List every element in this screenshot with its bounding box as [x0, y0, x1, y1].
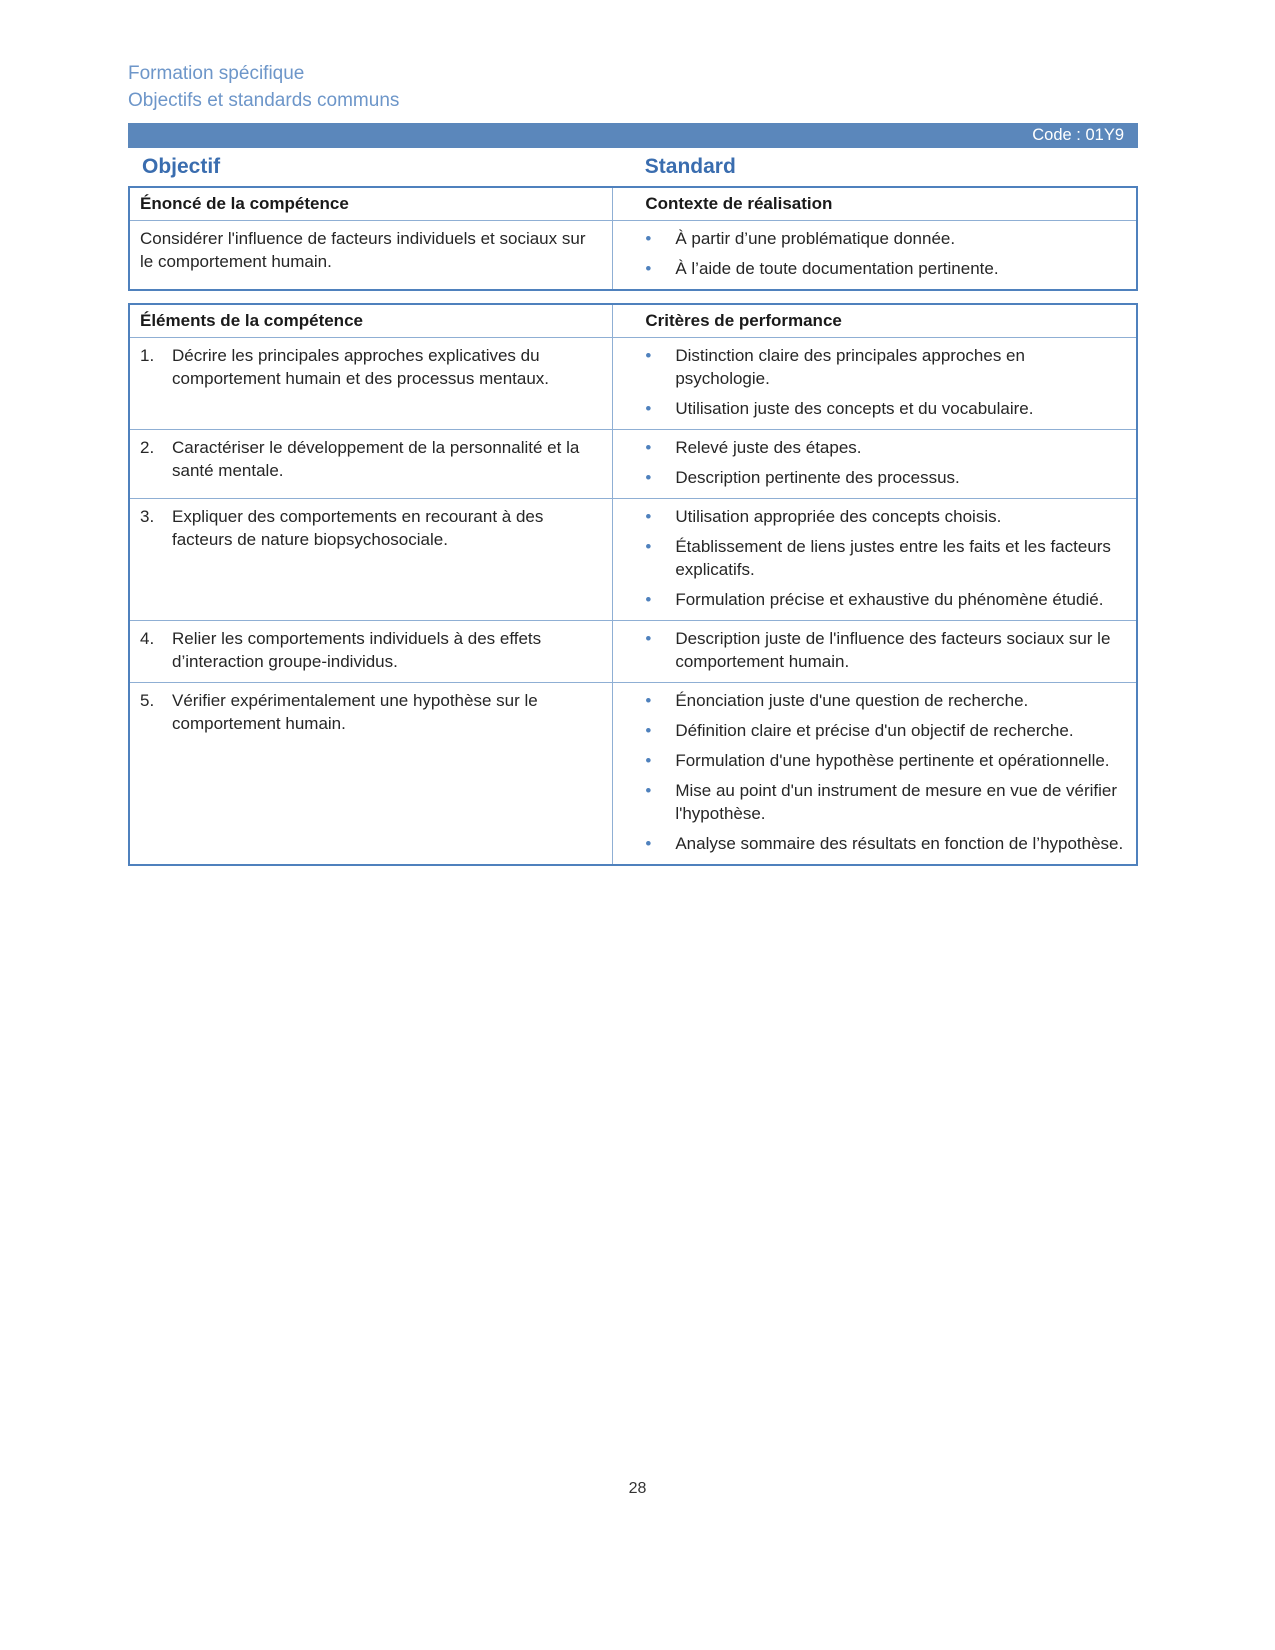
table-row [129, 683, 1137, 866]
element-text: Caractériser le développement de la personnalité et la santé mentale. [172, 438, 580, 480]
criteria-text: Utilisation appropriée des concepts choisis. [675, 507, 1002, 526]
criteria-list [645, 505, 1124, 611]
element-cell [129, 338, 613, 430]
table-row [129, 430, 1137, 499]
bullet-icon: • [645, 399, 652, 418]
doc-header [128, 60, 1138, 114]
column-title-standard: Standard [644, 155, 736, 178]
element-cell [129, 683, 613, 866]
criteria-cell [613, 338, 1137, 430]
competence-table [128, 186, 1138, 291]
bullet-icon: • [645, 259, 652, 278]
bullet-icon: • [645, 438, 652, 457]
bullet-icon: • [645, 507, 652, 526]
criteria-list [645, 627, 1124, 673]
table-row [129, 621, 1137, 683]
list-item [645, 832, 1124, 855]
criteria-text: Énonciation juste d'une question de recherche. [675, 691, 1029, 710]
criteria-text: Formulation précise et exhaustive du phénomène étudié. [675, 590, 1104, 609]
list-item [645, 719, 1124, 742]
criteria-text: Formulation d'une hypothèse pertinente et opérationnelle. [675, 751, 1110, 770]
element-number: 5. [140, 691, 155, 710]
elements-table [128, 303, 1138, 866]
criteria-text: Relevé juste des étapes. [675, 438, 862, 457]
doc-header-line2: Objectifs et standards communs [128, 90, 400, 111]
bullet-icon: • [645, 537, 652, 556]
page-content [128, 0, 1138, 866]
context-list [645, 227, 1124, 280]
column-title-objectif: Objectif [142, 155, 221, 178]
bullet-icon: • [645, 468, 652, 487]
list-item [645, 257, 1124, 280]
bullet-icon: • [645, 751, 652, 770]
bullet-icon: • [645, 629, 652, 648]
criteria-text: Distinction claire des principales approches en psychologie. [675, 346, 1025, 388]
element-number: 3. [140, 507, 155, 526]
doc-header-line1: Formation spécifique [128, 63, 305, 84]
column-titles [128, 148, 1138, 186]
criteria-text: Définition claire et précise d'un objectif de recherche. [675, 721, 1074, 740]
criteria-cell [613, 621, 1137, 683]
criteria-cell [613, 430, 1137, 499]
elements-header-left: Éléments de la compétence [129, 304, 613, 338]
list-item [645, 344, 1124, 390]
element-item [140, 436, 600, 482]
bullet-icon: • [645, 781, 652, 800]
criteria-text: Mise au point d'un instrument de mesure en vue de vérifier l'hypothèse. [675, 781, 1118, 823]
code-bar [128, 123, 1138, 148]
criteria-text: Description juste de l'influence des facteurs sociaux sur le comportement humain. [675, 629, 1111, 671]
bullet-icon: • [645, 834, 652, 853]
table-row [129, 338, 1137, 430]
criteria-text: Utilisation juste des concepts et du vocabulaire. [675, 399, 1034, 418]
element-cell [129, 621, 613, 683]
competence-statement: Considérer l'influence de facteurs individuels et sociaux sur le comportement humain. [129, 221, 613, 291]
element-number: 2. [140, 438, 155, 457]
bullet-icon: • [645, 721, 652, 740]
element-number: 4. [140, 629, 155, 648]
criteria-cell [613, 683, 1137, 866]
element-text: Expliquer des comportements en recourant à des facteurs de nature biopsychosociale. [172, 507, 544, 549]
list-item [645, 689, 1124, 712]
bullet-icon: • [645, 229, 652, 248]
page-number: 28 [628, 1480, 647, 1497]
element-number: 1. [140, 346, 155, 365]
list-item [645, 227, 1124, 250]
competence-header-left: Énoncé de la compétence [129, 187, 613, 221]
criteria-text: Analyse sommaire des résultats en fonction de l’hypothèse. [675, 834, 1124, 853]
element-item [140, 344, 600, 390]
criteria-list [645, 689, 1124, 855]
bullet-icon: • [645, 346, 652, 365]
context-text: À l’aide de toute documentation pertinente. [675, 259, 999, 278]
list-item [645, 505, 1124, 528]
list-item [645, 466, 1124, 489]
criteria-text: Description pertinente des processus. [675, 468, 960, 487]
context-text: À partir d’une problématique donnée. [675, 229, 956, 248]
element-text: Décrire les principales approches explicatives du comportement humain et des processus mentaux. [172, 346, 550, 388]
list-item [645, 627, 1124, 673]
elements-header-row [129, 304, 1137, 338]
list-item [645, 749, 1124, 772]
elements-header-right: Critères de performance [645, 311, 842, 330]
list-item [645, 588, 1124, 611]
element-item [140, 689, 600, 735]
criteria-list [645, 344, 1124, 420]
element-cell [129, 430, 613, 499]
element-item [140, 505, 600, 551]
list-item [645, 535, 1124, 581]
list-item [645, 397, 1124, 420]
code-label: Code : 01Y9 [1032, 126, 1124, 144]
bullet-icon: • [645, 691, 652, 710]
context-cell [613, 221, 1137, 291]
competence-header-right: Contexte de réalisation [645, 194, 833, 213]
competence-header-row [129, 187, 1137, 221]
list-item [645, 779, 1124, 825]
criteria-text: Établissement de liens justes entre les faits et les facteurs explicatifs. [675, 537, 1111, 579]
element-text: Relier les comportements individuels à des effets d’interaction groupe-individus. [172, 629, 542, 671]
criteria-list [645, 436, 1124, 489]
table-row [129, 499, 1137, 621]
list-item [645, 436, 1124, 459]
competence-content-row [129, 221, 1137, 291]
element-text: Vérifier expérimentalement une hypothèse sur le comportement humain. [172, 691, 538, 733]
element-cell [129, 499, 613, 621]
bullet-icon: • [645, 590, 652, 609]
element-item [140, 627, 600, 673]
criteria-cell [613, 499, 1137, 621]
